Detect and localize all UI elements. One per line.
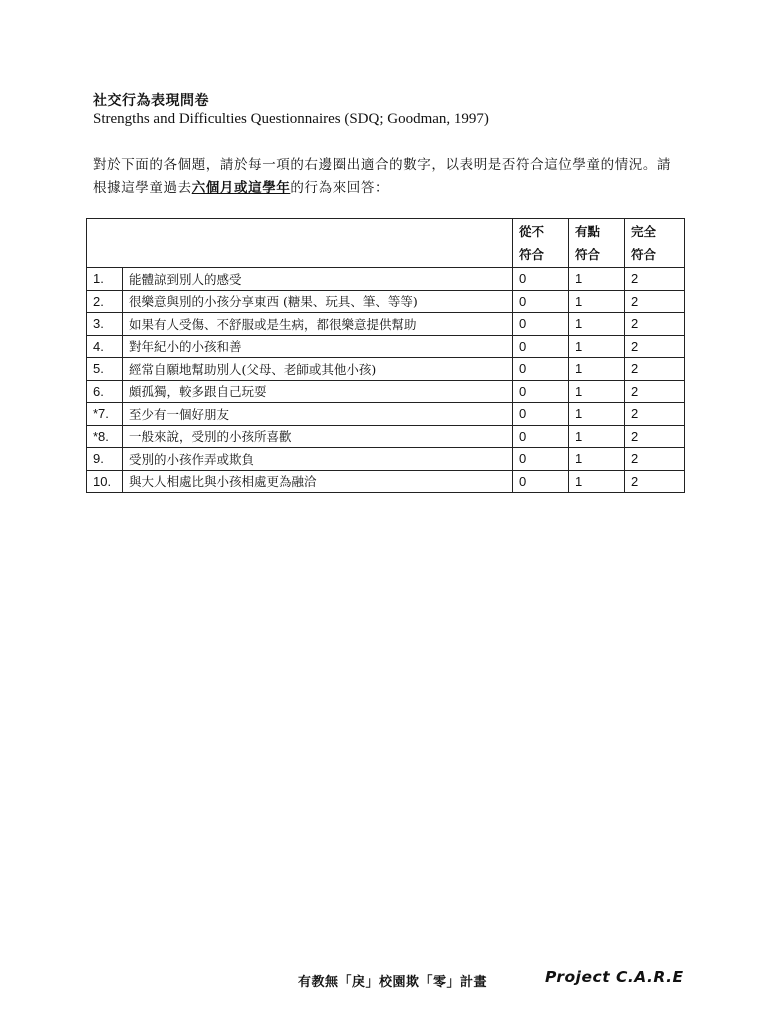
- score-never[interactable]: 0: [513, 470, 569, 493]
- item-text: 經常自願地幫助別人(父母、老師或其他小孩): [123, 358, 513, 381]
- instructions: [93, 154, 685, 200]
- title-chinese: 社交行為表現問卷: [93, 93, 209, 109]
- score-certainly[interactable]: 2: [625, 448, 685, 471]
- header-certainly-label: 完全 符合: [631, 224, 657, 262]
- table-row: [87, 403, 685, 426]
- item-number: 4.: [87, 335, 123, 358]
- score-somewhat[interactable]: 1: [569, 380, 625, 403]
- score-somewhat[interactable]: 1: [569, 268, 625, 291]
- item-number: 9.: [87, 448, 123, 471]
- item-text: 與大人相處比與小孩相處更為融洽: [123, 470, 513, 493]
- score-somewhat[interactable]: 1: [569, 425, 625, 448]
- score-somewhat[interactable]: 1: [569, 403, 625, 426]
- table-row: [87, 425, 685, 448]
- score-never[interactable]: 0: [513, 313, 569, 336]
- score-certainly[interactable]: 2: [625, 358, 685, 381]
- header-somewhat-label: 有點 符合: [575, 224, 601, 262]
- item-text: 至少有一個好朋友: [123, 403, 513, 426]
- header-somewhat: [569, 219, 625, 268]
- score-never[interactable]: 0: [513, 335, 569, 358]
- table-body: [87, 268, 685, 493]
- score-never[interactable]: 0: [513, 268, 569, 291]
- score-never[interactable]: 0: [513, 290, 569, 313]
- score-certainly[interactable]: 2: [625, 335, 685, 358]
- table-row: [87, 470, 685, 493]
- table-row: [87, 448, 685, 471]
- score-never[interactable]: 0: [513, 448, 569, 471]
- item-number: 3.: [87, 313, 123, 336]
- score-somewhat[interactable]: 1: [569, 448, 625, 471]
- item-number: 10.: [87, 470, 123, 493]
- table-row: [87, 380, 685, 403]
- item-number: 2.: [87, 290, 123, 313]
- table-row: [87, 290, 685, 313]
- title-english: Strengths and Difficulties Questionnaires (SDQ; Goodman, 1997): [93, 111, 489, 127]
- table-row: [87, 313, 685, 336]
- header-never-label: 從不 符合: [519, 224, 545, 262]
- item-text: 一般來說，受別的小孩所喜歡: [123, 425, 513, 448]
- score-never[interactable]: 0: [513, 425, 569, 448]
- item-text: 如果有人受傷、不舒服或是生病，都很樂意提供幫助: [123, 313, 513, 336]
- instructions-part2: 的行為來回答：: [290, 180, 390, 196]
- header-certainly: [625, 219, 685, 268]
- score-somewhat[interactable]: 1: [569, 313, 625, 336]
- score-somewhat[interactable]: 1: [569, 470, 625, 493]
- score-never[interactable]: 0: [513, 403, 569, 426]
- table-row: [87, 268, 685, 291]
- item-text: 受別的小孩作弄或欺負: [123, 448, 513, 471]
- item-text: 對年紀小的小孩和善: [123, 335, 513, 358]
- header-blank-cell: [87, 219, 513, 268]
- score-somewhat[interactable]: 1: [569, 335, 625, 358]
- score-certainly[interactable]: 2: [625, 470, 685, 493]
- score-certainly[interactable]: 2: [625, 313, 685, 336]
- score-never[interactable]: 0: [513, 380, 569, 403]
- score-certainly[interactable]: 2: [625, 425, 685, 448]
- sdq-table: [86, 218, 685, 493]
- score-certainly[interactable]: 2: [625, 403, 685, 426]
- item-text: 能體諒到別人的感受: [123, 268, 513, 291]
- footer-project-name: Project C.A.R.E: [545, 968, 684, 986]
- score-somewhat[interactable]: 1: [569, 358, 625, 381]
- item-number: *7.: [87, 403, 123, 426]
- footer-program-name: 有教無「戾」校園欺「零」計畫: [298, 975, 488, 990]
- table-header-row: [87, 219, 685, 268]
- item-number: *8.: [87, 425, 123, 448]
- item-number: 1.: [87, 268, 123, 291]
- score-certainly[interactable]: 2: [625, 290, 685, 313]
- score-certainly[interactable]: 2: [625, 268, 685, 291]
- item-text: 頗孤獨，較多跟自己玩耍: [123, 380, 513, 403]
- item-number: 6.: [87, 380, 123, 403]
- table-row: [87, 335, 685, 358]
- instructions-emphasis: 六個月或這學年: [191, 180, 291, 196]
- score-certainly[interactable]: 2: [625, 380, 685, 403]
- score-somewhat[interactable]: 1: [569, 290, 625, 313]
- item-number: 5.: [87, 358, 123, 381]
- instructions-part1: 對於下面的各個題，請於每一項的右邊圈出適合的數字，以表明是否符合這位學童的情況。請根據這學童過去: [93, 157, 672, 196]
- header-never: [513, 219, 569, 268]
- table-row: [87, 358, 685, 381]
- item-text: 很樂意與別的小孩分享東西 (糖果、玩具、筆、等等): [123, 290, 513, 313]
- score-never[interactable]: 0: [513, 358, 569, 381]
